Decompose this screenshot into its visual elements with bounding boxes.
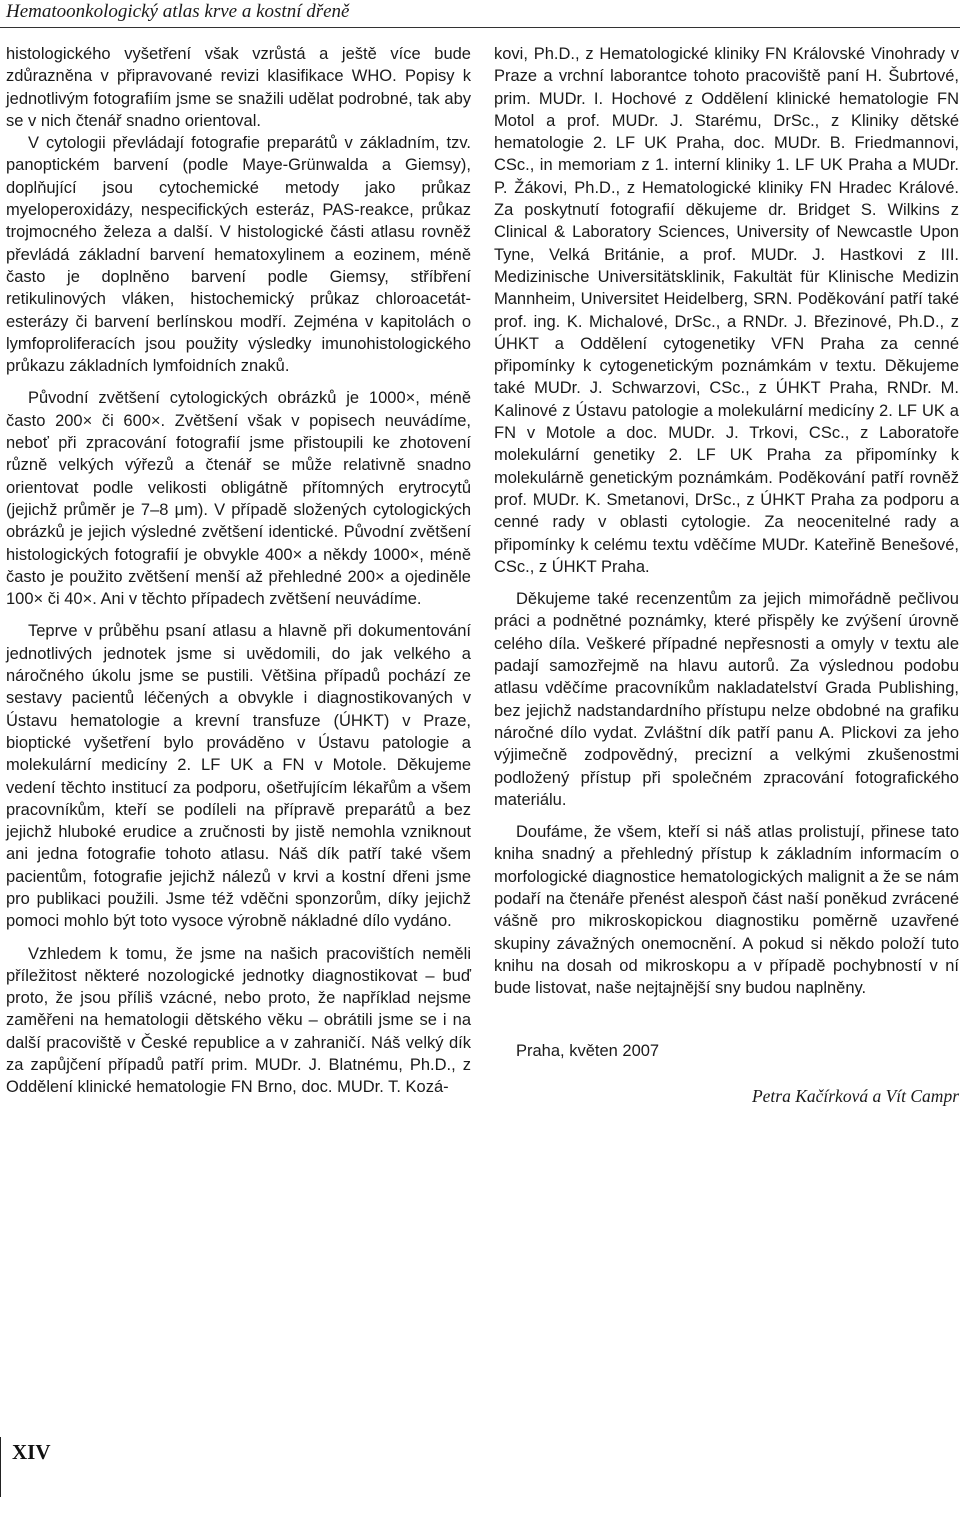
page-number: XIV [12,1440,51,1464]
paragraph: kovi, Ph.D., z Hematologické kliniky FN Královské Vinohrady v Praze a vrchní laborantce tohoto pracoviště paní H. Šubrtové, prim. MUDr. I. Hochové z Oddělení klinické hematologie FN Motol a prof. MUDr. J. Starému, DrSc., z Kliniky dětské hematologie 2. LF UK Praha, doc. MUDr. B. Friedmannovi, CSc., in memoriam z 1. interní kliniky 1. LF UK Praha a MUDr. P. Žákovi, Ph.D., z Hematologické kliniky FN Hradec Králové. Za poskytnutí fotografií děkujeme dr. Bridget S. Wilkins z Clinical & Laboratory Sciences, University of Newcastle Upon Tyne, Velká Británie, a prof. MUDr. J. Hastkovi z III. Medizinische Universitätsklinik, Fakultät für Klinische Medizin Mannheim, Universitet Heidelberg, SRN. Poděkování patří také prof. ing. K. Michalové, DrSc., a RNDr. J. Březinové, Ph.D., z ÚHKT a Oddělení cytogenetiky VFN Praha za cenné připomínky k cytogenetickým poznámkám v textu. Děkujeme také MUDr. J. Schwarzovi, CSc., z ÚHKT Praha, RNDr. M. Kalinové z Ústavu patologie a molekulární medicíny 2. LF UK a FN v Motole a doc. MUDr. J. Trkovi, CSc., z Laboratoře molekulární genetiky 2. LF UK Praha za připomínky k molekulárně genetickým poznámkám. Poděkování patří rovněž prof. MUDr. K. Smetanovi, DrSc., z ÚHKT Praha za podporu a cenné rady v oblasti cytologie. Za neocenitelné rady a připomínky k celému textu vděčíme MUDr. Kateřině Benešové, CSc., z ÚHKT Praha. [494,45,959,576]
paragraph: Původní zvětšení cytologických obrázků je 1000×, méně často 200× či 600×. Zvětšení však v popisech neuvádíme, neboť při zpracování fotografií jsme přistoupili ke zhotovení různě velkých výřezů a čtenář se může relativně snadno orientovat podle velikosti obligátně přítomných erytrocytů (jejichž průměr je 7–8 μm). V případě složených cytologických obrázků je jejich výsledné zvětšení identické. Původní zvětšení histologických fotografií je obvykle 400× a někdy 1000×, méně často je použito zvětšení menší až přehledné 200× a ojediněle 100× či 40×. Ani v těchto případech zvětšení neuvádíme. [6,389,471,609]
paragraph: V cytologii převládají fotografie preparátů v základním, tzv. panoptickém barvení (podle Maye-Grünwalda a Giemsy), doplňující jsou cytochemické metody jako průkaz myeloperoxidázy, nespecifických esteráz, PAS-reakce, průkaz trojmocného železa a další. V histologické části atlasu rovněž převládá základní barvení hematoxylinem a eozinem, méně často je doplněno barvení podle Giemsy, stříbření retikulinových vláken, histochemický průkaz chloroacetát-esterázy či barvení berlínskou modří. Zejména v kapitolách o lymfoproliferacích jsou použity výsledky imunohistologického průkazu základních lymfoidních znaků. [6,134,471,376]
place-date: Praha, květen 2007 [516,1042,660,1061]
author-signature: Petra Kačírková a Vít Campr [751,1085,959,1106]
left-column [6,43,471,1099]
paragraph: Vzhledem k tomu, že jsme na našich pracovištích neměli příležitost některé nozologické jednotky diagnostikovat – buď proto, že jsou příliš vzácné, nebo proto, že například nejsme zaměřeni na hematologii dětského věku – obrátili jsme se i na další pracoviště v České republice a v zahraničí. Náš velký dík za zapůjčení případů patří prim. MUDr. J. Blatnému, Ph.D., z Oddělení klinické hematologie FN Brno, doc. MUDr. T. Kozá- [6,944,471,1097]
paragraph: histologického vyšetření však vzrůstá a ještě více bude zdůrazněna v připravované revizi klasifikace WHO. Popisy k jednotlivým fotografiím jsme se snažili udělat podrobné, tak aby se v nich čtenář snadno orientoval. [6,45,471,130]
folio-rule [0,1437,1,1497]
running-title: Hematoonkologický atlas krve a kostní dřeně [6,1,350,22]
paragraph: Doufáme, že všem, kteří si náš atlas prolistují, přinese tato kniha snadný a přehledný přístup k základním informacím o morfologické diagnostice hematologických malignit a že se nám podaří na čtenáře přenést alespoň část naší poněkud zvrácené vášně pro mikroskopickou diagnostiku poměrně uzavřené skupiny závažných onemocnění. A pokud si někdo položí tuto knihu na dosah od mikroskopu a v případě pochybností v ní bude listovat, naše nejtajnější sny budou naplněny. [494,823,959,998]
right-column [494,43,959,1107]
paragraph: Teprve v průběhu psaní atlasu a hlavně při dokumentování jednotlivých jednotek jsme si uvědomili, do jak velkého a náročného úkolu jsme se pustili. Většina případů pochází ze sestavy pacientů léčených a obvykle i diagnostikovaných v Ústavu hematologie a krevní transfuze (ÚHKT) v Praze, bioptické vyšetření bylo prováděno v Ústavu patologie a molekulární medicíny 2. LF UK a FN v Motole. Děkujeme vedení těchto institucí za podporu, ošetřujícím lékařům a všem pracovníkům, kteří se podíleli na přípravě preparátů a bez jejichž hluboké erudice a zručnosti by jistě nemohla vzniknout ani jedna fotografie tohoto atlasu. Náš dík patří také všem pacientům, fotografie jejichž nálezů v krvi a kostní dřeni jsme pro publikaci použili. Jsme též vděčni sponzorům, díky jejichž pomoci mohlo být toto vysoce výrobně nákladné dílo vydáno. [6,622,471,931]
paragraph: Děkujeme také recenzentům za jejich mimořádně pečlivou práci a podnětné poznámky, které přispěly ke zvýšení úrovně celého díla. Veškeré případné nepřesnosti a omyly v textu ale padají samozřejmě na hlavu autorů. Za výslednou podobu atlasu vděčíme pracovníkům nakladatelství Grada Publishing, bez jejichž nadstandardního přístupu nelze obdobné na grafiku náročné dílo vydat. Zvláštní dík patří panu A. Plickovi za jeho výjimečně zodpovědný, precizní a velkými zkušenostmi podložený přístup při společném zpracování fotografického materiálu. [494,590,959,809]
header-rule [0,27,960,28]
